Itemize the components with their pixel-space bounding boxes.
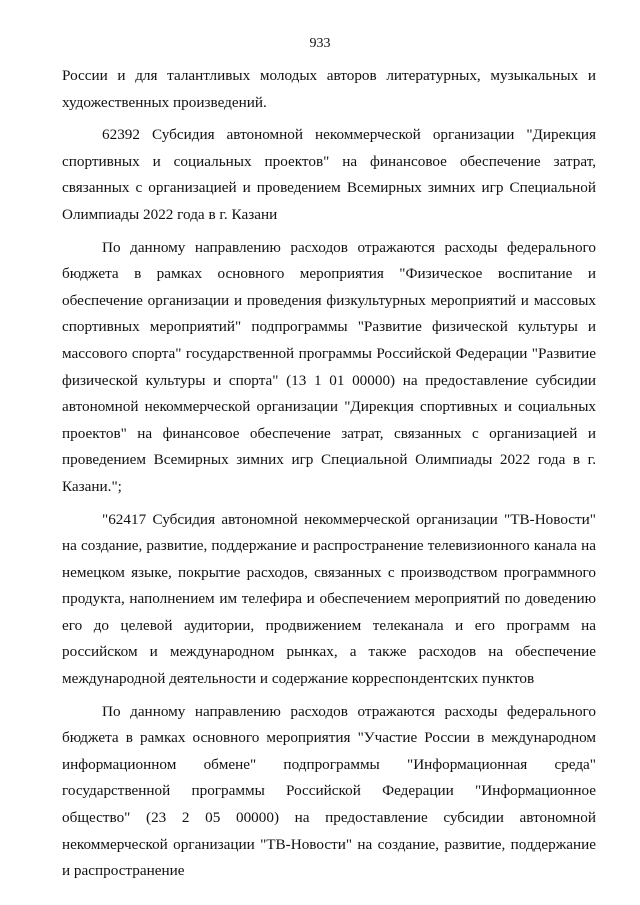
paragraph-item-62417-description: По данному направлению расходов отражаются расходы федерального бюджета в рамках основного мероприятия "Участие России в международном информационном обмене" подпрограммы "Информационная среда" государственной программы Российской Федерации "Информационное общество" (23 2 05 00000) на предоставление субсидии автономной некоммерческой организации "ТВ-Новости" на создание, развитие, поддержание и распространение <box>62 702 596 880</box>
page-number: 933 <box>309 36 331 51</box>
paragraph-item-62392: 62392 Субсидия автономной некоммерческой организации "Дирекция спортивных и социальных проектов" на финансовое обеспечение затрат, связанных с организацией и проведением Всемирных зимних игр Специальной Олимпиады 2022 года в г. Казани <box>62 126 596 223</box>
paragraph-continuation: России и для талантливых молодых авторов литературных, музыкальных и художественных произведений. <box>62 67 596 111</box>
document-body <box>62 63 596 885</box>
paragraph-item-62417: "62417 Субсидия автономной некоммерческой организации "ТВ-Новости" на создание, развитие, поддержание и распространение телевизионного канала на немецком языке, покрытие расходов, связанных с производством программного продукта, наполнением им телефира и обеспечением мероприятий по доведению его до целевой аудитории, продвижением телеканала и его программ на российском и международном рынках, а также расходов на обеспечение международной деятельности и содержание корреспондентских пунктов <box>62 510 596 688</box>
paragraph-item-62392-description: По данному направлению расходов отражаются расходы федерального бюджета в рамках основного мероприятия "Физическое воспитание и обеспечение организации и проведения физкультурных мероприятий и массовых спортивных мероприятий" подпрограммы "Развитие физической культуры и массового спорта" государственной программы Российской Федерации "Развитие физической культуры и спорта" (13 1 01 00000) на предоставление субсидии автономной некоммерческой организации "Дирекция спортивных и социальных проектов" на финансовое обеспечение затрат, связанных с организацией и проведением Всемирных зимних игр Специальной Олимпиады 2022 года в г. Казани."; <box>62 238 596 495</box>
